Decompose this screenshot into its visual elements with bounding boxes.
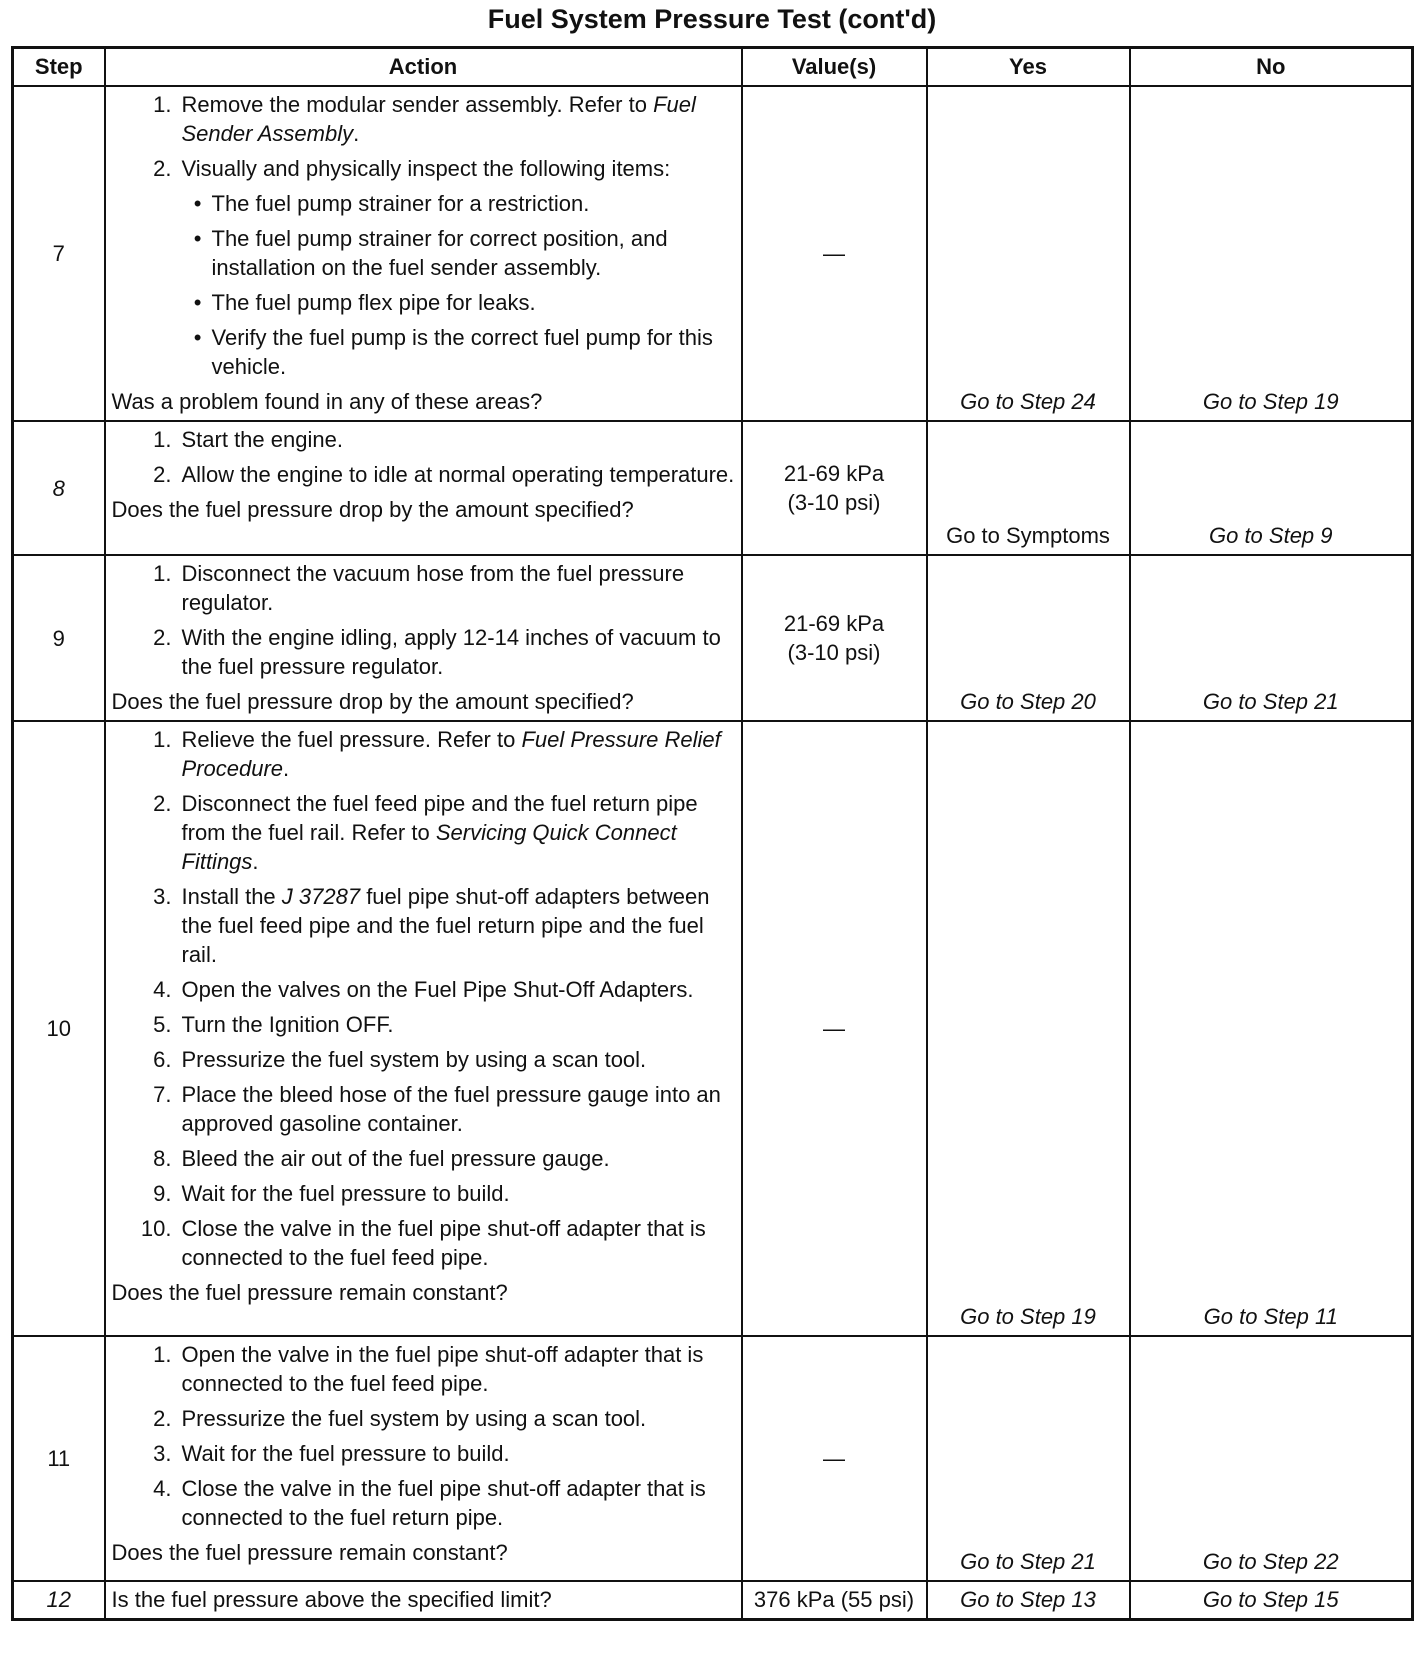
- value-cell: —: [742, 1336, 927, 1581]
- step-number: 7: [13, 86, 105, 421]
- no-cell: Go to Step 19: [1130, 86, 1413, 421]
- inspection-items: [112, 189, 735, 381]
- diagnostic-table: [11, 46, 1414, 1621]
- reference-link: Fuel Pressure Relief Procedure: [181, 727, 721, 781]
- header-row: [13, 48, 1413, 87]
- action-step: 9. Wait for the fuel pressure to build.: [153, 1181, 510, 1206]
- action-step: 1. Remove the modular sender assembly. Refer to Fuel Sender Assembly.: [153, 92, 696, 146]
- action-cell: [105, 1336, 742, 1581]
- value-kpa: 21-69 kPa: [783, 611, 885, 636]
- action-step: 1. Disconnect the vacuum hose from the fuel pressure regulator.: [153, 561, 685, 615]
- header-no: No: [1130, 48, 1413, 87]
- action-cell: [105, 721, 742, 1336]
- table-row-step-8: [13, 421, 1413, 555]
- table-row-step-12: [13, 1581, 1413, 1619]
- table-row-step-10: [13, 721, 1413, 1336]
- no-cell: Go to Step 11: [1130, 721, 1413, 1336]
- yes-cell: Go to Step 13: [927, 1581, 1130, 1619]
- action-steps: [112, 559, 735, 681]
- question: Is the fuel pressure above the specified limit?: [111, 1587, 552, 1613]
- value-psi: (3-10 psi): [787, 640, 881, 665]
- value-cell: [742, 421, 927, 555]
- question: Does the fuel pressure remain constant?: [111, 1280, 508, 1305]
- page-title: Fuel System Pressure Test (cont'd): [487, 4, 937, 34]
- action-step: 8. Bleed the air out of the fuel pressure gauge.: [153, 1146, 610, 1171]
- no-cell: Go to Step 21: [1130, 555, 1413, 721]
- header-yes: Yes: [927, 48, 1130, 87]
- action-steps: [112, 1340, 735, 1532]
- value-cell: 376 kPa (55 psi): [742, 1581, 927, 1619]
- action-cell: [105, 86, 742, 421]
- bullet-item: • The fuel pump strainer for a restriction.: [193, 191, 590, 216]
- action-steps: [112, 425, 735, 489]
- step-number: 11: [13, 1336, 105, 1581]
- bullet-item: • The fuel pump strainer for correct position, and installation on the fuel sender assembly.: [193, 226, 668, 280]
- header-action: Action: [105, 48, 742, 87]
- question: Does the fuel pressure drop by the amount specified?: [111, 497, 634, 522]
- value-kpa: 21-69 kPa: [783, 461, 885, 486]
- question: Does the fuel pressure remain constant?: [111, 1540, 508, 1565]
- no-cell: Go to Step 15: [1130, 1581, 1413, 1619]
- action-step: 2. Allow the engine to idle at normal operating temperature.: [153, 462, 735, 487]
- header-value: Value(s): [742, 48, 927, 87]
- bullet-item: • Verify the fuel pump is the correct fuel pump for this vehicle.: [193, 325, 713, 379]
- action-cell: [105, 1581, 742, 1619]
- value-cell: —: [742, 86, 927, 421]
- action-steps: [112, 725, 735, 1272]
- no-cell: Go to Step 22: [1130, 1336, 1413, 1581]
- reference-link: Fuel Sender Assembly: [181, 92, 696, 146]
- action-cell: [105, 421, 742, 555]
- value-cell: [742, 555, 927, 721]
- step-number: 8: [13, 421, 105, 555]
- action-step: 5. Turn the Ignition OFF.: [153, 1012, 394, 1037]
- action-step: 2. Disconnect the fuel feed pipe and the fuel return pipe from the fuel rail. Refer to Servicing Quick Connect Fittings.: [153, 791, 698, 874]
- question: Was a problem found in any of these areas?: [111, 389, 543, 414]
- header-step: Step: [13, 48, 105, 87]
- action-step: 1. Relieve the fuel pressure. Refer to Fuel Pressure Relief Procedure.: [153, 727, 721, 781]
- no-cell: Go to Step 9: [1130, 421, 1413, 555]
- reference-link: Servicing Quick Connect Fittings: [181, 820, 677, 874]
- yes-cell: Go to Step 21: [927, 1336, 1130, 1581]
- table-row-step-9: [13, 555, 1413, 721]
- action-step: 2. Pressurize the fuel system by using a scan tool.: [153, 1406, 647, 1431]
- step-number: 12: [13, 1581, 105, 1619]
- action-step: 7. Place the bleed hose of the fuel pressure gauge into an approved gasoline container.: [153, 1082, 721, 1136]
- action-step: 4. Open the valves on the Fuel Pipe Shut-Off Adapters.: [153, 977, 694, 1002]
- value-cell: —: [742, 721, 927, 1336]
- action-step: 6. Pressurize the fuel system by using a scan tool.: [153, 1047, 647, 1072]
- step-number: 9: [13, 555, 105, 721]
- action-step: 3. Install the J 37287 fuel pipe shut-off adapters between the fuel feed pipe and the fuel return pipe and the fuel rail.: [153, 884, 710, 967]
- action-cell: [105, 555, 742, 721]
- step-number: 10: [13, 721, 105, 1336]
- bullet-item: • The fuel pump flex pipe for leaks.: [193, 290, 536, 315]
- action-step: 3. Wait for the fuel pressure to build.: [153, 1441, 510, 1466]
- action-step: 10. Close the valve in the fuel pipe shut-off adapter that is connected to the fuel feed pipe.: [140, 1216, 706, 1270]
- table-row-step-11: [13, 1336, 1413, 1581]
- action-step: 1. Open the valve in the fuel pipe shut-off adapter that is connected to the fuel feed pipe.: [153, 1342, 704, 1396]
- question: Does the fuel pressure drop by the amount specified?: [111, 689, 634, 714]
- yes-cell: Go to Step 20: [927, 555, 1130, 721]
- action-steps: [112, 90, 735, 183]
- table-row-step-7: [13, 86, 1413, 421]
- yes-cell: Go to Symptoms: [927, 421, 1130, 555]
- action-step: 1. Start the engine.: [153, 427, 343, 452]
- tool-reference: J 37287: [281, 884, 361, 909]
- action-step: 2. With the engine idling, apply 12-14 inches of vacuum to the fuel pressure regulator.: [153, 625, 721, 679]
- yes-cell: Go to Step 19: [927, 721, 1130, 1336]
- value-psi: (3-10 psi): [787, 490, 881, 515]
- action-step: 4. Close the valve in the fuel pipe shut-off adapter that is connected to the fuel return pipe.: [153, 1476, 706, 1530]
- yes-cell: Go to Step 24: [927, 86, 1130, 421]
- action-step: 2. Visually and physically inspect the following items:: [153, 156, 671, 181]
